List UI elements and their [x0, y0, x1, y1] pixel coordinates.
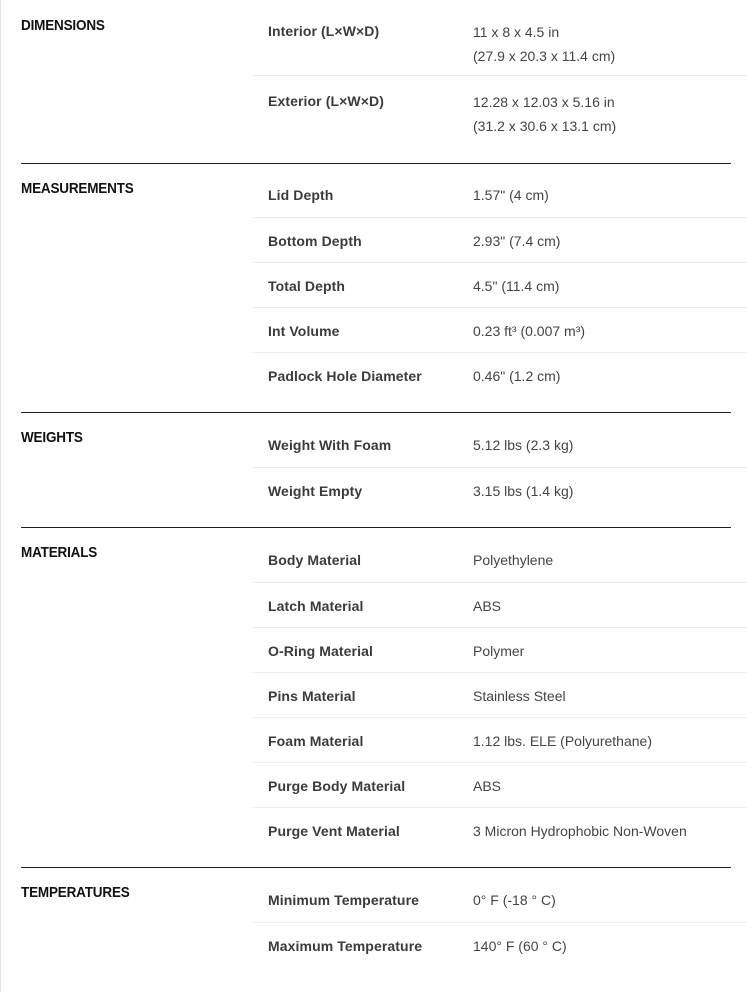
- spec-row-total-depth: [253, 262, 747, 307]
- spec-value: Polyethylene: [473, 552, 554, 568]
- spec-value: Stainless Steel: [473, 688, 566, 704]
- spec-label: Body Material: [268, 552, 362, 568]
- temperatures-rows: [253, 877, 747, 967]
- spec-label: Minimum Temperature: [268, 892, 419, 908]
- spec-label: Bottom Depth: [268, 233, 362, 249]
- spec-value: 3 Micron Hydrophobic Non-Woven: [473, 823, 687, 839]
- section-title-materials: MATERIALS: [21, 544, 98, 561]
- spec-row-int-volume: [253, 307, 747, 352]
- spec-value: 4.5" (11.4 cm): [473, 278, 560, 294]
- page-left-border: [0, 0, 1, 992]
- spec-label: Padlock Hole Diameter: [268, 368, 422, 384]
- spec-label: Weight With Foam: [268, 437, 392, 453]
- spec-label: Total Depth: [268, 278, 346, 294]
- spec-row-padlock-hole: [253, 352, 747, 397]
- weights-rows: [253, 422, 747, 512]
- spec-value: 1.12 lbs. ELE (Polyurethane): [473, 733, 652, 749]
- spec-row-oring-material: [253, 627, 747, 672]
- section-title-dimensions: DIMENSIONS: [21, 17, 105, 34]
- spec-label: Pins Material: [268, 688, 356, 704]
- spec-row-latch-material: [253, 582, 747, 627]
- spec-label: Maximum Temperature: [268, 938, 423, 954]
- spec-value: ABS: [473, 778, 502, 794]
- spec-label: Purge Vent Material: [268, 823, 400, 839]
- spec-row-min-temperature: [253, 877, 747, 922]
- section-title-measurements: MEASUREMENTS: [21, 180, 134, 197]
- spec-label: Weight Empty: [268, 483, 363, 499]
- section-dimensions: [21, 0, 731, 164]
- spec-value-line: 12.28 x 12.03 x 5.16 in: [473, 94, 615, 110]
- section-weights: [21, 413, 731, 528]
- spec-label: Foam Material: [268, 733, 364, 749]
- spec-value: ABS: [473, 598, 502, 614]
- spec-value-line: (31.2 x 30.6 x 13.1 cm): [473, 118, 617, 134]
- spec-value: [473, 90, 616, 138]
- section-materials: [21, 528, 731, 868]
- section-measurements: [21, 164, 731, 413]
- spec-row-pins-material: [253, 672, 747, 717]
- section-title-weights: WEIGHTS: [21, 429, 83, 446]
- spec-row-body-material: [253, 537, 747, 582]
- spec-value: 5.12 lbs (2.3 kg): [473, 437, 574, 453]
- spec-row-weight-with-foam: [253, 422, 747, 467]
- materials-rows: [253, 537, 747, 852]
- spec-value: 140° F (60 ° C): [473, 938, 567, 954]
- spec-row-purge-vent-material: [253, 807, 747, 852]
- spec-label: Interior (L×W×D): [268, 23, 380, 39]
- spec-row-purge-body-material: [253, 762, 747, 807]
- spec-row-interior: [253, 6, 747, 75]
- spec-row-foam-material: [253, 717, 747, 762]
- dimensions-rows: [253, 6, 747, 144]
- spec-label: Lid Depth: [268, 187, 334, 203]
- section-temperatures: [21, 868, 731, 992]
- spec-value: 2.93" (7.4 cm): [473, 233, 561, 249]
- spec-value: Polymer: [473, 643, 525, 659]
- spec-label: Latch Material: [268, 598, 364, 614]
- spec-value: 3.15 lbs (1.4 kg): [473, 483, 574, 499]
- spec-label: Int Volume: [268, 323, 340, 339]
- spec-value: [473, 20, 615, 68]
- spec-row-exterior: [253, 75, 747, 144]
- spec-value: 1.57" (4 cm): [473, 187, 549, 203]
- spec-label: Exterior (L×W×D): [268, 93, 384, 109]
- spec-row-lid-depth: [253, 172, 747, 217]
- spec-value: 0° F (-18 ° C): [473, 892, 556, 908]
- section-title-temperatures: TEMPERATURES: [21, 884, 130, 901]
- spec-row-max-temperature: [253, 922, 747, 967]
- spec-row-weight-empty: [253, 467, 747, 512]
- measurements-rows: [253, 172, 747, 397]
- spec-value: 0.46" (1.2 cm): [473, 368, 561, 384]
- spec-row-bottom-depth: [253, 217, 747, 262]
- spec-value-line: 11 x 8 x 4.5 in: [473, 24, 560, 40]
- spec-label: O-Ring Material: [268, 643, 373, 659]
- spec-label: Purge Body Material: [268, 778, 406, 794]
- spec-value: 0.23 ft³ (0.007 m³): [473, 323, 586, 339]
- spec-value-line: (27.9 x 20.3 x 11.4 cm): [473, 48, 616, 64]
